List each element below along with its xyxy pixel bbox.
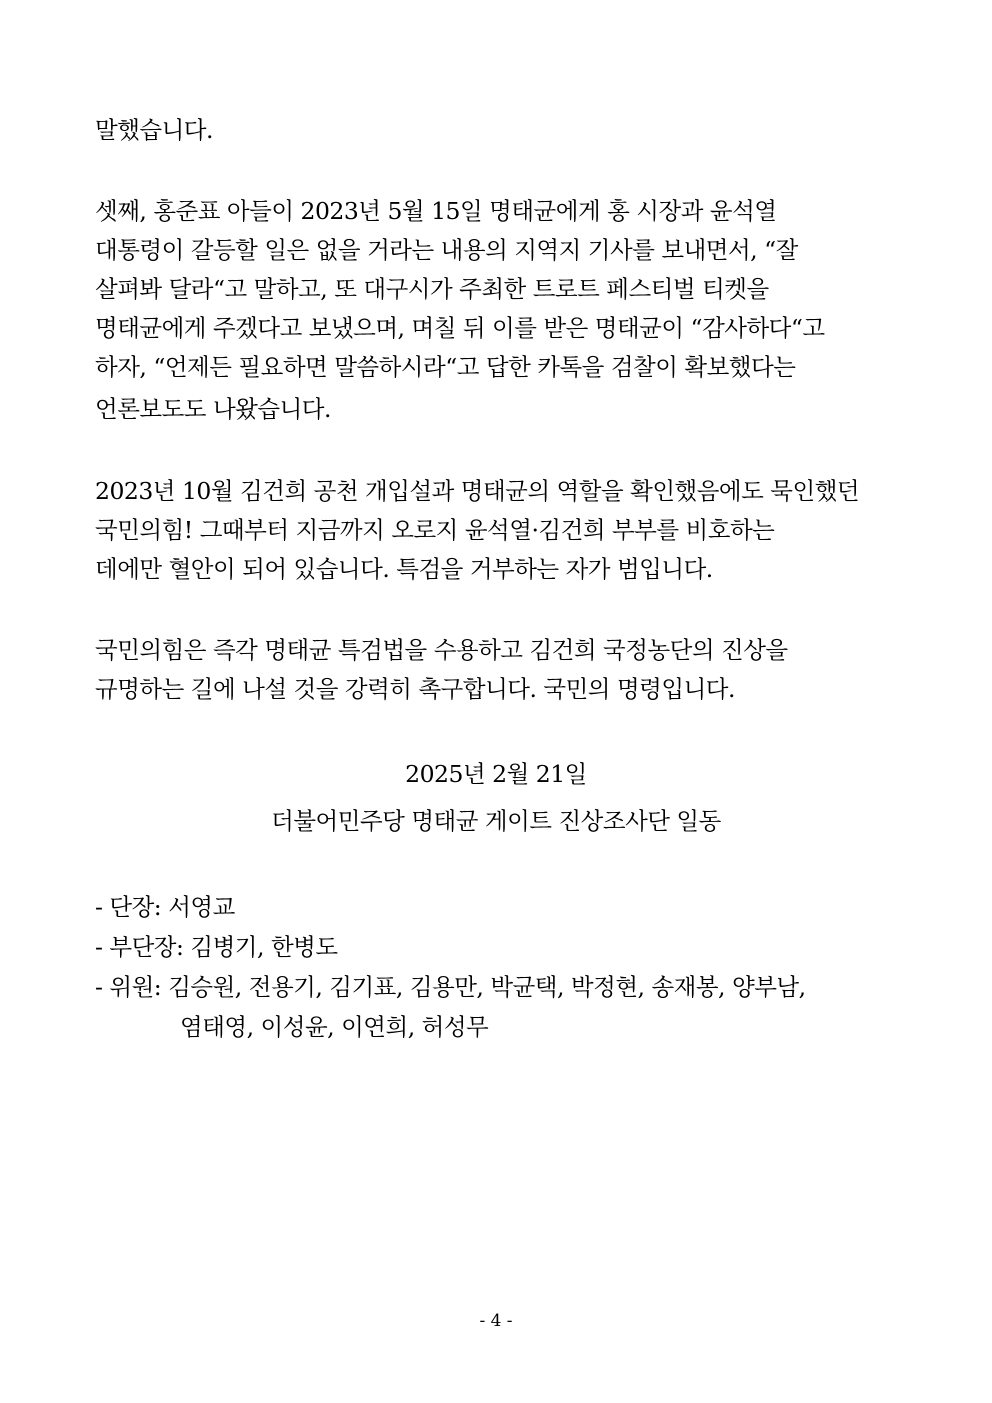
member-list-line-2: 염태영, 이성윤, 이연희, 허성무 (180, 1013, 489, 1041)
paragraph-1-line-2: 대통령이 갈등할 일은 없을 거라는 내용의 지역지 기사를 보내면서, “잘 (95, 236, 798, 264)
statement-date: 2025년 2월 21일 (405, 760, 587, 788)
paragraph-1-line-5: 하자, “언제든 필요하면 말씀하시라“고 답한 카톡을 검찰이 확보했다는 (95, 353, 796, 381)
member-vice-leaders: - 부단장: 김병기, 한병도 (95, 933, 338, 961)
paragraph-1-line-1: 셋째, 홍준표 아들이 2023년 5월 15일 명태균에게 홍 시장과 윤석열 (95, 197, 777, 225)
paragraph-2-line-1: 2023년 10월 김건희 공천 개입설과 명태균의 역할을 확인했음에도 묵인했던 (95, 477, 860, 505)
issuing-organization: 더불어민주당 명태균 게이트 진상조사단 일동 (271, 807, 721, 835)
paragraph-2-line-2: 국민의힘! 그때부터 지금까지 오로지 윤석열·김건희 부부를 비호하는 (95, 516, 775, 544)
paragraph-1-line-3: 살펴봐 달라“고 말하고, 또 대구시가 주최한 트로트 페스티벌 티켓을 (95, 275, 769, 303)
paragraph-1-line-4: 명태균에게 주겠다고 보냈으며, 며칠 뒤 이를 받은 명태균이 “감사하다“고 (95, 314, 825, 342)
page-number: - 4 - (479, 1311, 513, 1331)
member-leader: - 단장: 서영교 (95, 893, 235, 921)
paragraph-2-line-3: 데에만 혈안이 되어 있습니다. 특검을 거부하는 자가 범입니다. (95, 555, 713, 583)
paragraph-3-line-2: 규명하는 길에 나설 것을 강력히 촉구합니다. 국민의 명령입니다. (95, 675, 735, 703)
member-list-line-1: - 위원: 김승원, 전용기, 김기표, 김용만, 박균택, 박정현, 송재봉, 양부남, (95, 973, 806, 1001)
paragraph-3-line-1: 국민의힘은 즉각 명태균 특검법을 수용하고 김건희 국정농단의 진상을 (95, 636, 788, 664)
paragraph-0-line-1: 말했습니다. (95, 116, 213, 144)
paragraph-1-line-6: 언론보도도 나왔습니다. (95, 395, 331, 423)
